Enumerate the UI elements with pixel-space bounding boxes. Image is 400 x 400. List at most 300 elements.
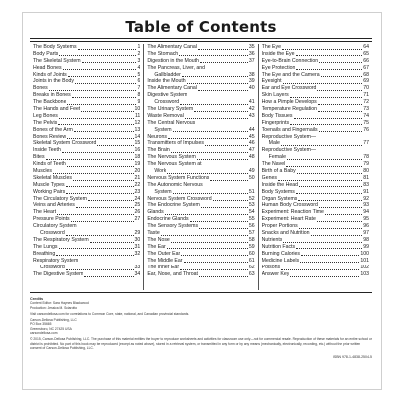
dot-leader: [299, 186, 362, 187]
toc-entry: [147, 168, 254, 175]
isbn-row: [30, 355, 372, 359]
toc-entry-page: 77: [363, 140, 369, 147]
toc-entry-label: Kinds of Teeth: [33, 161, 66, 168]
toc-entry-label: The Body Systems: [33, 44, 77, 50]
dot-leader: [63, 69, 137, 70]
dot-leader: [88, 200, 134, 201]
toc-entry-label: The Alimentary Canal: [147, 44, 197, 50]
toc-entry-page: 35: [248, 44, 255, 50]
toc-entry-label: Eye Protection: [261, 64, 296, 71]
toc-entry-label: Breaks in Bones: [33, 92, 71, 99]
toc-entry: [147, 127, 254, 134]
toc-entry-label: The Alimentary Canal: [147, 85, 197, 92]
dot-leader: [74, 131, 134, 132]
dot-leader: [173, 131, 248, 132]
dot-leader: [281, 145, 362, 146]
dot-leader: [62, 152, 134, 153]
toc-entry-label: Bites: [33, 154, 45, 161]
toc-entry-label: Digestion in the Mouth: [147, 57, 199, 64]
toc-entry: [33, 202, 140, 209]
toc-entry: [33, 99, 140, 106]
dot-leader: [168, 138, 248, 139]
toc-entry: [147, 44, 254, 51]
toc-entry: [262, 92, 369, 99]
dot-leader: [298, 200, 362, 201]
toc-entry-label: The Eye: [261, 44, 281, 50]
toc-entry: [33, 85, 140, 92]
dot-leader: [194, 111, 248, 112]
toc-entry-label: Bones: [33, 85, 48, 92]
toc-entry: [262, 127, 369, 134]
toc-entry-label: Experiment: Reaction Time: [261, 209, 324, 216]
toc-entry-label: Joints in the Body: [33, 78, 74, 85]
toc-entry: [33, 196, 140, 203]
toc-entry: [262, 196, 369, 203]
toc-entry: [33, 127, 140, 134]
dot-leader: [76, 207, 134, 208]
toc-entry-page: 80: [363, 168, 369, 175]
dot-leader: [296, 248, 362, 249]
dot-leader: [278, 180, 362, 181]
dot-leader: [66, 193, 133, 194]
toc-entry-label: Inside the Eye: [261, 50, 295, 57]
toc-entry-page: 73: [363, 106, 369, 112]
toc-entry: [147, 99, 254, 106]
toc-entry-label: The Pancreas, Liver, and: [147, 64, 206, 71]
toc-entry: [147, 182, 254, 189]
toc-entry: [147, 265, 254, 272]
dot-leader: [187, 83, 248, 84]
toc-entry-page: 20: [134, 168, 141, 175]
toc-entry-page: 19: [134, 161, 141, 168]
toc-entry-page: 42: [248, 106, 255, 112]
toc-entry-label: The Backbone: [33, 99, 67, 106]
toc-entry-page: 18: [134, 154, 141, 161]
dot-leader: [319, 207, 362, 208]
publisher-city: Greensboro, NC 27425 USA: [30, 326, 72, 331]
toc-entry-page: 34: [134, 271, 141, 278]
toc-entry-label: Skeletal Muscles: [33, 174, 72, 181]
toc-entry-page: 13: [134, 126, 141, 133]
toc-entry-label: Skeletal System Crossword: [33, 140, 97, 147]
toc-entry: [262, 271, 369, 278]
toc-entry-label: Working Pairs: [33, 188, 66, 195]
dot-leader: [319, 62, 362, 63]
toc-entry-page: 63: [248, 271, 255, 278]
toc-entry: [262, 202, 369, 209]
toc-entry-label: The Digestive System: [33, 271, 84, 278]
toc-entry-label: Toenails and Fingernails: [261, 126, 318, 133]
toc-entry-label: Nutrients: [261, 236, 283, 243]
toc-entry-label: System: [154, 188, 172, 195]
toc-entry-label: Neurons: [147, 133, 167, 140]
toc-entry-page: 74: [363, 112, 369, 119]
toc-entry-page: 32: [134, 250, 141, 257]
toc-entry-page: 78: [363, 154, 369, 161]
toc-entry-label: Transmitters of Impulses: [147, 140, 204, 147]
standards-note: Visit carsondellosa.com for correlations to Common Core, state, national, and Canadian provincial standards.: [30, 311, 190, 316]
toc-entry: [262, 147, 369, 154]
dot-leader: [68, 76, 137, 77]
toc-entry: [262, 265, 369, 272]
toc-entry: [33, 189, 140, 196]
toc-entry: [147, 271, 254, 278]
dot-leader: [294, 118, 363, 119]
dot-leader: [181, 255, 248, 256]
toc-entry-page: 3: [137, 57, 141, 64]
toc-entry-page: 99: [363, 243, 369, 250]
toc-entry-label: Snacks and Nutrition: [261, 230, 310, 237]
toc-entry-page: 70: [363, 85, 369, 92]
toc-entry: [262, 182, 369, 189]
dot-leader: [317, 221, 362, 222]
toc-entry-page: 98: [363, 236, 369, 243]
toc-entry-label: Inside Teeth: [33, 147, 61, 154]
dot-leader: [56, 255, 133, 256]
dot-leader: [58, 124, 133, 125]
toc-entry-page: 44: [248, 126, 255, 133]
dot-leader: [46, 159, 134, 160]
toc-entry-page: 8: [137, 92, 141, 99]
toc-entry: [33, 209, 140, 216]
dot-leader: [201, 207, 248, 208]
toc-entry-label: The Stomach: [147, 50, 179, 57]
toc-entry-label: Eyesight: [261, 78, 282, 85]
dot-leader: [318, 104, 362, 105]
toc-entry-page: 38: [248, 71, 255, 78]
dot-leader: [78, 49, 137, 50]
credits-editor: Content Editor: Sara Haynes Blackwood: [30, 301, 89, 306]
toc-entry-page: 71: [363, 92, 369, 99]
dot-leader: [185, 118, 248, 119]
toc-entry-page: 45: [248, 133, 255, 140]
dot-leader: [66, 269, 134, 270]
toc-entry: [33, 237, 140, 244]
toc-entry: [262, 189, 369, 196]
toc-entry-label: Burning Calories: [261, 250, 301, 257]
dot-leader: [281, 269, 359, 270]
dot-leader: [283, 83, 363, 84]
toc-entry: [262, 58, 369, 65]
dot-leader: [311, 235, 363, 236]
toc-entry-page: 41: [248, 99, 255, 106]
toc-entry-page: 66: [363, 57, 369, 64]
toc-entry-page: 11: [134, 112, 141, 119]
toc-entry: [33, 175, 140, 182]
dot-leader: [198, 49, 248, 50]
toc-entry-label: The Skeletal System: [33, 57, 81, 64]
dot-leader: [301, 255, 359, 256]
toc-entry-page: 67: [363, 64, 369, 71]
toc-entry-label: The Lungs: [33, 243, 58, 250]
toc-entry: [33, 113, 140, 120]
toc-entry-label: Work: [154, 168, 167, 175]
toc-entry: [147, 196, 254, 203]
toc-entry-page: 65: [363, 50, 369, 57]
toc-column-3: [258, 44, 372, 290]
dot-leader: [67, 104, 136, 105]
toc-entry: [262, 237, 369, 244]
dot-leader: [283, 242, 362, 243]
toc-entry: [147, 251, 254, 258]
toc-entry: [262, 251, 369, 258]
toc-entry: [33, 65, 140, 72]
toc-entry-page: 26: [134, 209, 141, 216]
toc-entry-page: 22: [134, 181, 141, 188]
toc-entry: [262, 175, 369, 182]
toc-entry: [147, 230, 254, 237]
toc-entry-label: Crossword: [154, 99, 180, 106]
toc-entry-page: 56: [248, 223, 255, 230]
toc-entry-label: Poisons: [261, 264, 281, 271]
dot-leader: [213, 200, 248, 201]
toc-entry: [33, 78, 140, 85]
toc-entry: [147, 189, 254, 196]
toc-entry-label: System: [154, 126, 172, 133]
toc-entry: [33, 154, 140, 161]
toc-entry: [262, 44, 369, 51]
toc-entry: [33, 271, 140, 278]
dot-leader: [180, 104, 248, 105]
dot-leader: [184, 262, 248, 263]
toc-entry-label: Glands: [147, 209, 164, 216]
dot-leader: [173, 193, 248, 194]
toc-entry: [147, 78, 254, 85]
toc-entry-label: The Endocrine System: [147, 202, 200, 209]
toc-entry-label: The Autonomic Nervous: [147, 181, 203, 188]
toc-entry: [33, 106, 140, 113]
toc-entry-page: 101: [360, 257, 369, 264]
toc-entry-label: Nutrition Facts: [261, 243, 296, 250]
toc-entry-page: 62: [248, 264, 255, 271]
toc-entry-label: Body Systems: [261, 188, 295, 195]
toc-entry: [262, 51, 369, 58]
toc-entry-label: Male: [268, 140, 280, 147]
toc-entry: [262, 120, 369, 127]
toc-entry-page: 75: [363, 119, 369, 126]
dot-leader: [66, 186, 134, 187]
isbn: ISBN 978-1-4838-2504-5: [332, 355, 372, 359]
toc-entry: [147, 223, 254, 230]
toc-entry-label: Veins and Arteries: [33, 202, 75, 209]
toc-entry-label: The Ear: [147, 243, 166, 250]
toc-entry-page: 23: [134, 188, 141, 195]
toc-entry-page: 14: [134, 133, 141, 140]
toc-entry: [262, 244, 369, 251]
publisher-po: PO Box 35665: [30, 322, 52, 327]
dot-leader: [72, 97, 137, 98]
toc-entry: [262, 85, 369, 92]
toc-entry: [262, 209, 369, 216]
toc-entry-page: 95: [363, 216, 369, 223]
toc-entry-page: 50: [248, 174, 255, 181]
dot-leader: [321, 76, 363, 77]
dot-leader: [210, 180, 248, 181]
toc-entry-page: 29: [134, 230, 141, 237]
toc-entry: [33, 258, 140, 265]
toc-entry: [147, 161, 254, 168]
toc-entry: [262, 230, 369, 237]
dot-leader: [318, 111, 362, 112]
toc-entry-label: Human Body Crossword: [261, 202, 318, 209]
toc-entry: [262, 168, 369, 175]
toc-entry-label: The Nose: [147, 236, 170, 243]
toc-entry: [33, 51, 140, 58]
toc-entry-label: The Central Nervous: [147, 119, 196, 126]
toc-entry-label: Ear, Nose, and Throat: [147, 271, 198, 278]
toc-entry-page: 4: [137, 64, 141, 71]
toc-entry-page: 96: [363, 223, 369, 230]
toc-entry: [33, 216, 140, 223]
dot-leader: [300, 262, 359, 263]
toc-entry: [33, 92, 140, 99]
toc-entry: [147, 92, 254, 99]
toc-entry: [33, 44, 140, 51]
credits-title: Credits: [30, 297, 44, 301]
toc-entry: [147, 72, 254, 79]
toc-entry: [262, 216, 369, 223]
toc-entry-page: 91: [363, 188, 369, 195]
toc-entry-label: The Urinary System: [147, 106, 194, 112]
toc-entry: [33, 182, 140, 189]
toc-entry-label: Medicine Labels: [261, 257, 300, 264]
toc-entry-page: 102: [360, 264, 369, 271]
dot-leader: [200, 62, 248, 63]
toc-entry-page: 83: [363, 181, 369, 188]
toc-entry-page: 7: [137, 85, 141, 92]
dot-leader: [171, 242, 248, 243]
toc-entry-page: 54: [248, 209, 255, 216]
toc-entry: [147, 140, 254, 147]
dot-leader: [49, 90, 137, 91]
toc-entry-page: 46: [248, 140, 255, 147]
toc-entry-page: 2: [137, 50, 141, 57]
toc-column-2: [143, 44, 257, 290]
toc-entry-label: Body Tissues: [261, 112, 293, 119]
toc-entry: [33, 72, 140, 79]
toc-entry: [33, 147, 140, 154]
toc-entry-page: 51: [248, 188, 255, 195]
toc-entry-page: 94: [363, 209, 369, 216]
toc-entry-page: 59: [248, 243, 255, 250]
dot-leader: [325, 214, 362, 215]
dot-leader: [198, 90, 248, 91]
toc-entry-label: Bones Review: [33, 133, 67, 140]
toc-entry-label: Pressure Points: [33, 216, 70, 223]
toc-entry-page: 97: [363, 230, 369, 237]
toc-entry-page: 1: [137, 44, 141, 50]
dot-leader: [296, 193, 362, 194]
toc-entry-label: Waste Removal: [147, 112, 184, 119]
toc-entry-label: Endocrine Glands: [147, 216, 189, 223]
toc-entry: [262, 65, 369, 72]
dot-leader: [199, 276, 248, 277]
toc-entry: [147, 154, 254, 161]
toc-entry: [147, 237, 254, 244]
toc-entry-page: 61: [248, 257, 255, 264]
toc-entry-label: Kinds of Joints: [33, 71, 67, 78]
dot-leader: [317, 90, 362, 91]
dot-leader: [161, 235, 248, 236]
dot-leader: [67, 166, 134, 167]
toc-entry-page: 53: [248, 202, 255, 209]
toc-entry-page: 43: [248, 112, 255, 119]
toc-entry: [147, 244, 254, 251]
toc-entry: [262, 72, 369, 79]
toc-entry-label: Eye-to-Brain Connection: [261, 57, 319, 64]
toc-entry-page: 68: [363, 71, 369, 78]
toc-entry: [147, 147, 254, 154]
toc-entry-label: Proper Portions: [261, 223, 298, 230]
dot-leader: [286, 166, 362, 167]
toc-entry: [262, 223, 369, 230]
dot-leader: [171, 152, 248, 153]
toc-entry: [262, 99, 369, 106]
dot-leader: [197, 159, 248, 160]
toc-entry: [33, 223, 140, 230]
toc-entry-label: The Hands and Feet: [33, 106, 81, 112]
toc-entry-label: Taste: [147, 230, 160, 237]
dot-leader: [199, 228, 248, 229]
toc-entry-label: The Outer Ear: [147, 250, 181, 257]
toc-entry: [147, 113, 254, 120]
toc-entry-label: Head Bones: [33, 64, 62, 71]
dot-leader: [59, 55, 136, 56]
toc-entry-label: The Eye and the Camera: [261, 71, 320, 78]
toc-entry-label: Bones of the Arm: [33, 126, 73, 133]
toc-entry-page: 10: [134, 106, 141, 112]
toc-entry-page: 55: [248, 216, 255, 223]
publisher-name: Carson-Dellosa Publishing, LLC: [30, 318, 77, 323]
toc-entry-page: 24: [134, 195, 141, 202]
dot-leader: [165, 214, 248, 215]
dot-leader: [290, 276, 359, 277]
toc-entry: [33, 265, 140, 272]
toc-entry-label: Answer Key: [261, 271, 290, 278]
dot-leader: [179, 55, 248, 56]
toc-entry-page: 81: [363, 174, 369, 181]
dot-leader: [297, 173, 363, 174]
toc-entry-label: Skin Layers: [261, 92, 289, 99]
toc-entry-label: How a Pimple Develops: [261, 99, 317, 106]
dot-leader: [57, 214, 133, 215]
toc-entry: [33, 134, 140, 141]
toc-entry: [262, 154, 369, 161]
toc-entry-label: The Sensory Systems: [147, 223, 199, 230]
dot-leader: [90, 242, 134, 243]
toc-entry: [33, 161, 140, 168]
toc-entry-label: Circulatory System: [33, 223, 77, 230]
toc-entry-page: 69: [363, 78, 369, 85]
toc-entry-label: The Inner Ear: [147, 264, 180, 271]
dot-leader: [167, 248, 248, 249]
dot-leader: [67, 138, 133, 139]
toc-entry: [33, 140, 140, 147]
dot-leader: [75, 83, 136, 84]
toc-entry-page: 72: [363, 99, 369, 106]
toc-entry: [147, 258, 254, 265]
toc-entry-label: The Respiratory System: [33, 236, 89, 243]
toc-entry: [33, 230, 140, 237]
toc-entry-label: The Middle Ear: [147, 257, 183, 264]
dot-leader: [81, 111, 133, 112]
toc-entry-label: The Nervous System: [147, 154, 196, 161]
dot-leader: [290, 97, 362, 98]
toc-entry: [33, 244, 140, 251]
toc-entry-page: 93: [363, 202, 369, 209]
dot-leader: [180, 269, 248, 270]
toc-entry-label: Female: [268, 154, 286, 161]
